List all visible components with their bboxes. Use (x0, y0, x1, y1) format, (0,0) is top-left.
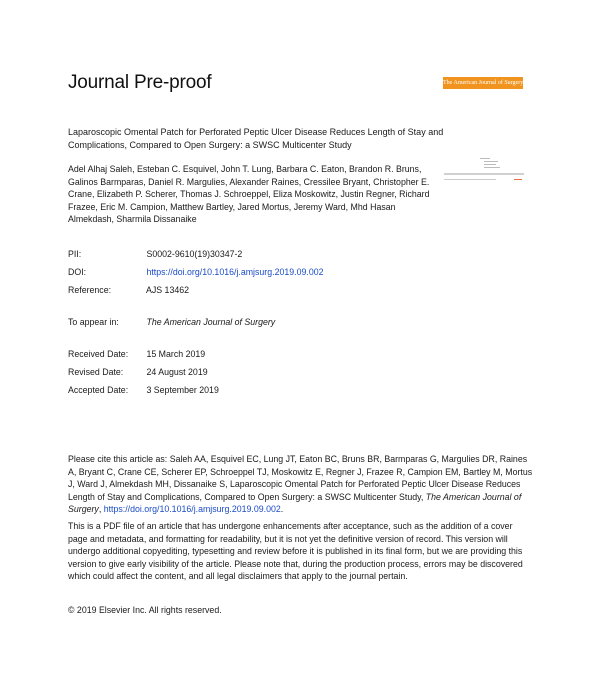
journal-logo-text: The American Journal of Surgery (443, 80, 523, 86)
received-label: Received Date: (68, 349, 129, 359)
appear-value: The American Journal of Surgery (146, 317, 276, 327)
citation-paragraph (68, 453, 534, 516)
disclaimer-paragraph: This is a PDF file of an article that has undergone enhancements after acceptance, such as the addition of a cover page and metadata, and formatting for readability, but it is not yet the definitive version of record. This version will undergo additional copyediting, typesetting and review before it is published in its final form, but we are providing this version to give early visibility of the article. Please note that, during the production process, errors may be discovered which could affect the content, and all legal disclaimers that apply to the journal pertain. (68, 521, 523, 582)
accepted-label: Accepted Date: (68, 385, 129, 395)
reference-row (68, 285, 189, 295)
appear-row (68, 317, 275, 327)
accepted-row (68, 385, 219, 395)
journal-cover-thumbnail (444, 157, 524, 185)
doi-link[interactable]: https://doi.org/10.1016/j.amjsurg.2019.09.002 (146, 267, 324, 277)
citation-journal: The American Journal of Surgery (68, 491, 522, 515)
reference-label: Reference: (68, 285, 112, 295)
revised-row (68, 367, 208, 377)
revised-value: 24 August 2019 (146, 367, 208, 377)
article-authors: Adel Alhaj Saleh, Esteban C. Esquivel, John T. Lung, Barbara C. Eaton, Brandon R. Bruns, Galinos Barmparas, Daniel R. Margulies, Alexander Raines, Cressilee Bryant, Christopher E. Crane, Elizabeth P. Scherer, Thomas J. Schroeppel, Eliza Moskowitz, Justin Regner, Richard Frazee, Eric M. Campion, Matthew Bartley, Jared Mortus, Jeremy Ward, Mhd Hasan Almekdash, Sharmila Dissanaike (68, 164, 430, 225)
pii-value: S0002-9610(19)30347-2 (146, 249, 243, 259)
journal-logo (443, 77, 523, 89)
journal-heading: Journal Pre-proof (68, 72, 212, 93)
revised-label: Revised Date: (68, 367, 124, 377)
citation-text: Please cite this article as: Saleh AA, Esquivel EC, Lung JT, Eaton BC, Bruns BR, Barmparas G, Margulies DR, Raines A, Bryant C, Crane CE, Scherer EP, Schroeppel TJ, Moskowitz E, Regner J, Frazee R, Campion EM, Bartley M, Mortus J, Ward J, Almekdash MH, Dissanaike S, Laparoscopic Omental Patch for Perforated Peptic Ulcer Disease Reduces Length of Stay and Complications, Compared to Open Surgery: a SWSC Multicenter Study, (68, 454, 533, 502)
pii-label: PII: (68, 249, 82, 259)
doi-row (68, 267, 324, 277)
received-value: 15 March 2019 (146, 349, 206, 359)
article-title: Laparoscopic Omental Patch for Perforated Peptic Ulcer Disease Reduces Length of Stay and Complications, Compared to Open Surgery: a SWSC Multicenter Study (68, 127, 444, 150)
pii-row (68, 249, 242, 259)
doi-label: DOI: (68, 267, 87, 277)
citation-doi-link[interactable]: https://doi.org/10.1016/j.amjsurg.2019.09.002 (103, 504, 281, 515)
appear-label: To appear in: (68, 317, 119, 327)
received-row (68, 349, 205, 359)
citation-separator: , (98, 504, 104, 515)
copyright-notice: © 2019 Elsevier Inc. All rights reserved. (68, 605, 222, 615)
accepted-value: 3 September 2019 (146, 385, 219, 395)
citation-end: . (280, 504, 284, 515)
reference-value: AJS 13462 (145, 285, 190, 295)
